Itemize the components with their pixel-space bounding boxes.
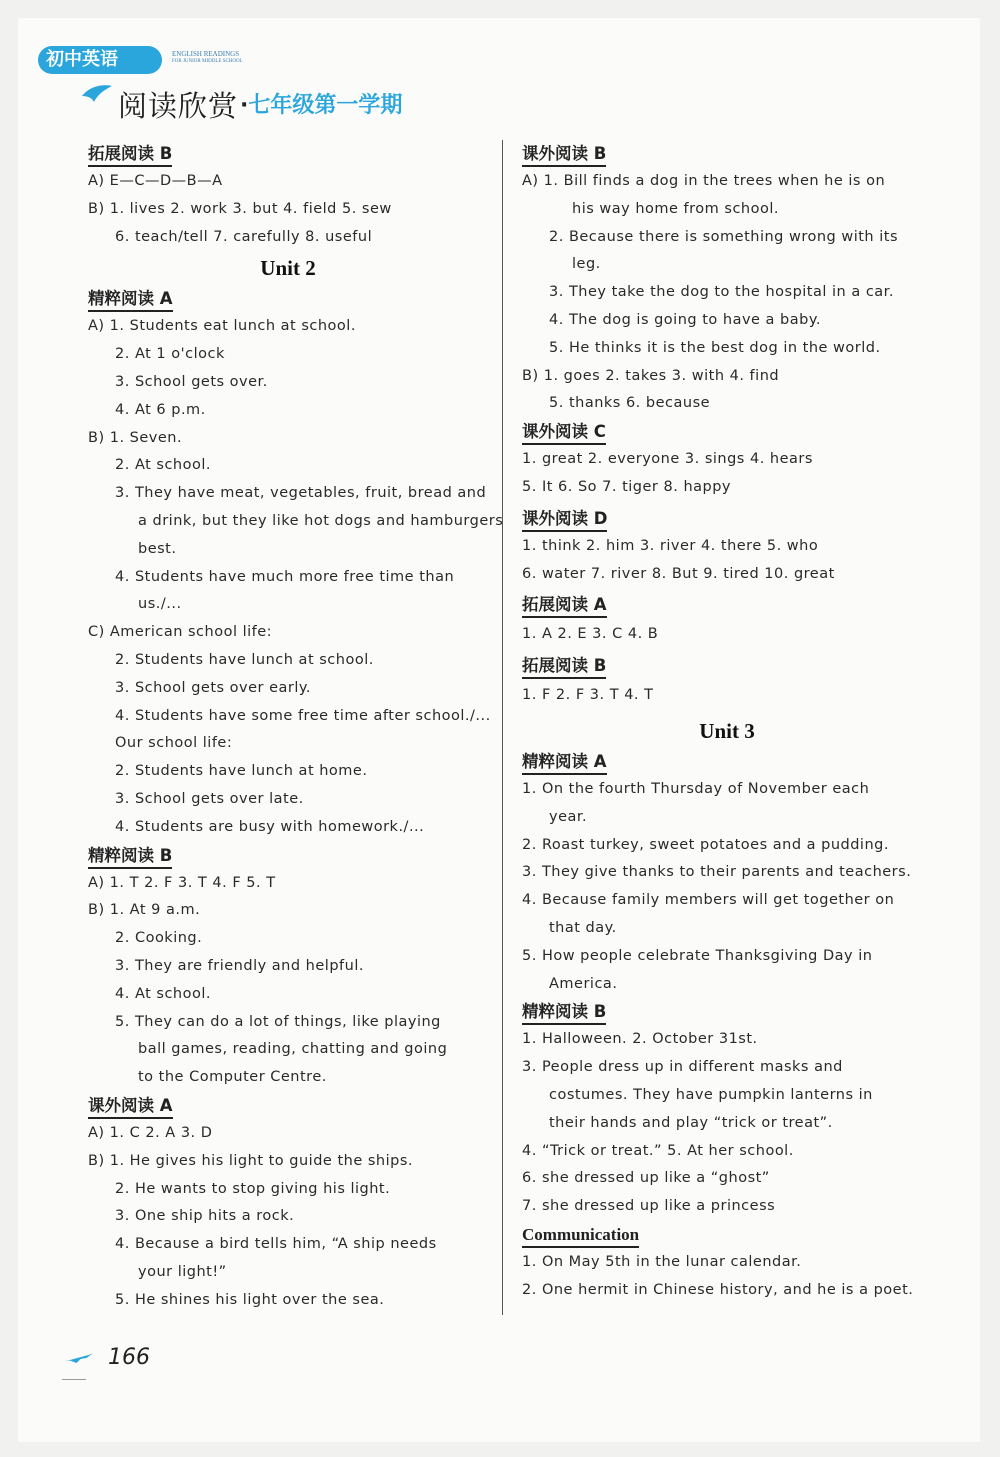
- column-divider: [502, 140, 503, 1315]
- answer-line: B) 1. goes 2. takes 3. with 4. find: [522, 367, 780, 384]
- section-title: [88, 842, 488, 870]
- answer-line: 3. One ship hits a rock.: [115, 1208, 295, 1225]
- answer-line: 3. People dress up in different masks and: [522, 1059, 843, 1076]
- answer-line: 3. They are friendly and helpful.: [115, 957, 364, 974]
- section-title-text: 精粹阅读 B: [88, 845, 172, 869]
- answer-line: 4. Students are busy with homework./...: [115, 818, 425, 835]
- section-title-text: 课外阅读 C: [522, 421, 606, 445]
- section-title: [88, 285, 488, 313]
- answer-line: B) 1. Seven.: [88, 429, 183, 446]
- answer-line: us./...: [138, 596, 182, 613]
- section-title: [522, 748, 932, 776]
- answer-line: 3. School gets over early.: [115, 679, 312, 696]
- answer-line: 1. F 2. F 3. T 4. T: [522, 687, 654, 704]
- section-title-text: 精粹阅读 A: [522, 751, 607, 775]
- paper-plane-icon: [62, 1353, 96, 1363]
- answer-line: 4. The dog is going to have a baby.: [549, 311, 821, 328]
- answer-line: your light!”: [138, 1263, 227, 1280]
- bird-icon: [80, 82, 114, 104]
- answer-line: A) 1. C 2. A 3. D: [88, 1124, 213, 1141]
- grade-label: 七年级第一学期: [248, 93, 403, 118]
- answer-line: A) E—C—D—B—A: [88, 173, 223, 189]
- answer-line: B) 1. At 9 a.m.: [88, 902, 201, 919]
- answer-line: 4. At school.: [115, 985, 211, 1002]
- page-number: 166: [108, 1345, 150, 1370]
- answer-line: 3. School gets over.: [115, 373, 268, 390]
- answer-line: 2. Roast turkey, sweet potatoes and a pudding.: [522, 836, 889, 853]
- answer-line: to the Computer Centre.: [138, 1069, 327, 1086]
- answer-line: that day.: [549, 919, 617, 936]
- section-title-text: 课外阅读 B: [522, 143, 606, 167]
- answer-line: 2. At 1 o'clock: [115, 346, 225, 363]
- answer-line: 4. Because a bird tells him, “A ship needs: [115, 1236, 437, 1253]
- book-header: [38, 46, 458, 136]
- answer-line: B) 1. lives 2. work 3. but 4. field 5. sew: [88, 200, 392, 217]
- answer-line: 1. Halloween. 2. October 31st.: [522, 1031, 758, 1048]
- book-title: 阅读欣赏: [118, 89, 239, 123]
- answer-line: 2. Because there is something wrong with its: [549, 228, 899, 245]
- right-column: [522, 140, 932, 1305]
- section-title-text: 课外阅读 A: [88, 1095, 173, 1119]
- answer-line: 3. They give thanks to their parents and teachers.: [522, 864, 912, 881]
- answer-line: America.: [549, 975, 618, 992]
- answer-line: A) 1. Students eat lunch at school.: [88, 318, 356, 335]
- answer-line: A) 1. Bill finds a dog in the trees when he is on: [522, 173, 886, 189]
- answer-line: 4. Students have some free time after school./...: [115, 707, 491, 724]
- section-title: [88, 140, 488, 168]
- answer-line: 4. Students have much more free time than: [115, 568, 455, 585]
- answer-line: B) 1. He gives his light to guide the ships.: [88, 1152, 413, 1169]
- footer-rule: [62, 1379, 86, 1380]
- answer-line: his way home from school.: [572, 200, 779, 217]
- answer-line: 5. How people celebrate Thanksgiving Day in: [522, 947, 873, 964]
- answer-line: 5. It 6. So 7. tiger 8. happy: [522, 478, 732, 495]
- section-title: [522, 998, 932, 1026]
- answer-line: 7. she dressed up like a princess: [522, 1198, 776, 1215]
- unit-heading: Unit 2: [260, 256, 316, 281]
- answer-line: 3. School gets over late.: [115, 790, 304, 807]
- series-badge: 初中英语: [38, 46, 162, 74]
- answer-line: best.: [138, 540, 177, 557]
- section-title: [522, 418, 932, 446]
- series-english-line-2: FOR JUNIOR MIDDLE SCHOOL: [172, 59, 243, 64]
- series-english: [172, 50, 243, 66]
- answer-line: 4. At 6 p.m.: [115, 401, 206, 418]
- section-title-text: 课外阅读 D: [522, 508, 607, 532]
- answer-line: ball games, reading, chatting and going: [138, 1041, 448, 1058]
- section-title-text: Communication: [522, 1224, 639, 1248]
- answer-line: 5. He shines his light over the sea.: [115, 1291, 385, 1308]
- section-title: [88, 1092, 488, 1120]
- answer-line: 1. On May 5th in the lunar calendar.: [522, 1253, 802, 1270]
- answer-line: costumes. They have pumpkin lanterns in: [549, 1086, 873, 1103]
- answer-line: 3. They have meat, vegetables, fruit, bread and: [115, 485, 487, 502]
- answer-line: C) American school life:: [88, 624, 273, 641]
- unit-heading: Unit 3: [699, 718, 755, 743]
- section-title-text: 精粹阅读 A: [88, 288, 173, 312]
- left-column: [88, 140, 504, 1314]
- section-title-text: 拓展阅读 B: [522, 655, 606, 679]
- section-title-text: 拓展阅读 A: [522, 594, 607, 618]
- section-title: [522, 505, 932, 533]
- answer-line: 2. At school.: [115, 457, 211, 474]
- answer-line: 5. thanks 6. because: [549, 395, 711, 412]
- answer-line: 1. On the fourth Thursday of November each: [522, 780, 870, 797]
- answer-line: 1. A 2. E 3. C 4. B: [522, 626, 659, 643]
- section-title-text: 精粹阅读 B: [522, 1001, 606, 1025]
- section-title: [522, 591, 932, 619]
- answer-line: A) 1. T 2. F 3. T 4. F 5. T: [88, 874, 276, 891]
- answer-line: 5. He thinks it is the best dog in the world.: [549, 339, 881, 356]
- section-title: [522, 140, 932, 168]
- answer-line: 4. “Trick or treat.” 5. At her school.: [522, 1142, 794, 1159]
- answer-line: 6. she dressed up like a “ghost”: [522, 1170, 770, 1187]
- answer-line: 2. Students have lunch at home.: [115, 763, 368, 780]
- series-english-line-1: ENGLISH READINGS: [172, 50, 240, 58]
- section-title-text: 拓展阅读 B: [88, 143, 172, 167]
- answer-line: year.: [549, 808, 588, 825]
- answer-line: leg.: [572, 256, 601, 273]
- answer-line: 1. think 2. him 3. river 4. there 5. who: [522, 537, 819, 554]
- answer-line: 5. They can do a lot of things, like playing: [115, 1013, 441, 1030]
- answer-line: 2. He wants to stop giving his light.: [115, 1180, 391, 1197]
- answer-line: 4. Because family members will get together on: [522, 892, 895, 909]
- answer-line: a drink, but they like hot dogs and hamburgers: [138, 512, 504, 529]
- answer-line: 3. They take the dog to the hospital in a car.: [549, 284, 894, 301]
- section-title: [522, 1221, 932, 1249]
- answer-line: 6. teach/tell 7. carefully 8. useful: [115, 228, 373, 245]
- answer-line: 2. One hermit in Chinese history, and he is a poet.: [522, 1281, 914, 1298]
- answer-line: 1. great 2. everyone 3. sings 4. hears: [522, 451, 813, 468]
- answer-line: 6. water 7. river 8. But 9. tired 10. great: [522, 565, 835, 582]
- title-dot: ·: [240, 93, 249, 118]
- section-title: [522, 652, 932, 680]
- book-grade: [240, 88, 402, 119]
- answer-line: 2. Cooking.: [115, 930, 203, 947]
- answer-line: their hands and play “trick or treat”.: [549, 1114, 833, 1131]
- answer-line: Our school life:: [115, 735, 233, 752]
- answer-line: 2. Students have lunch at school.: [115, 651, 374, 668]
